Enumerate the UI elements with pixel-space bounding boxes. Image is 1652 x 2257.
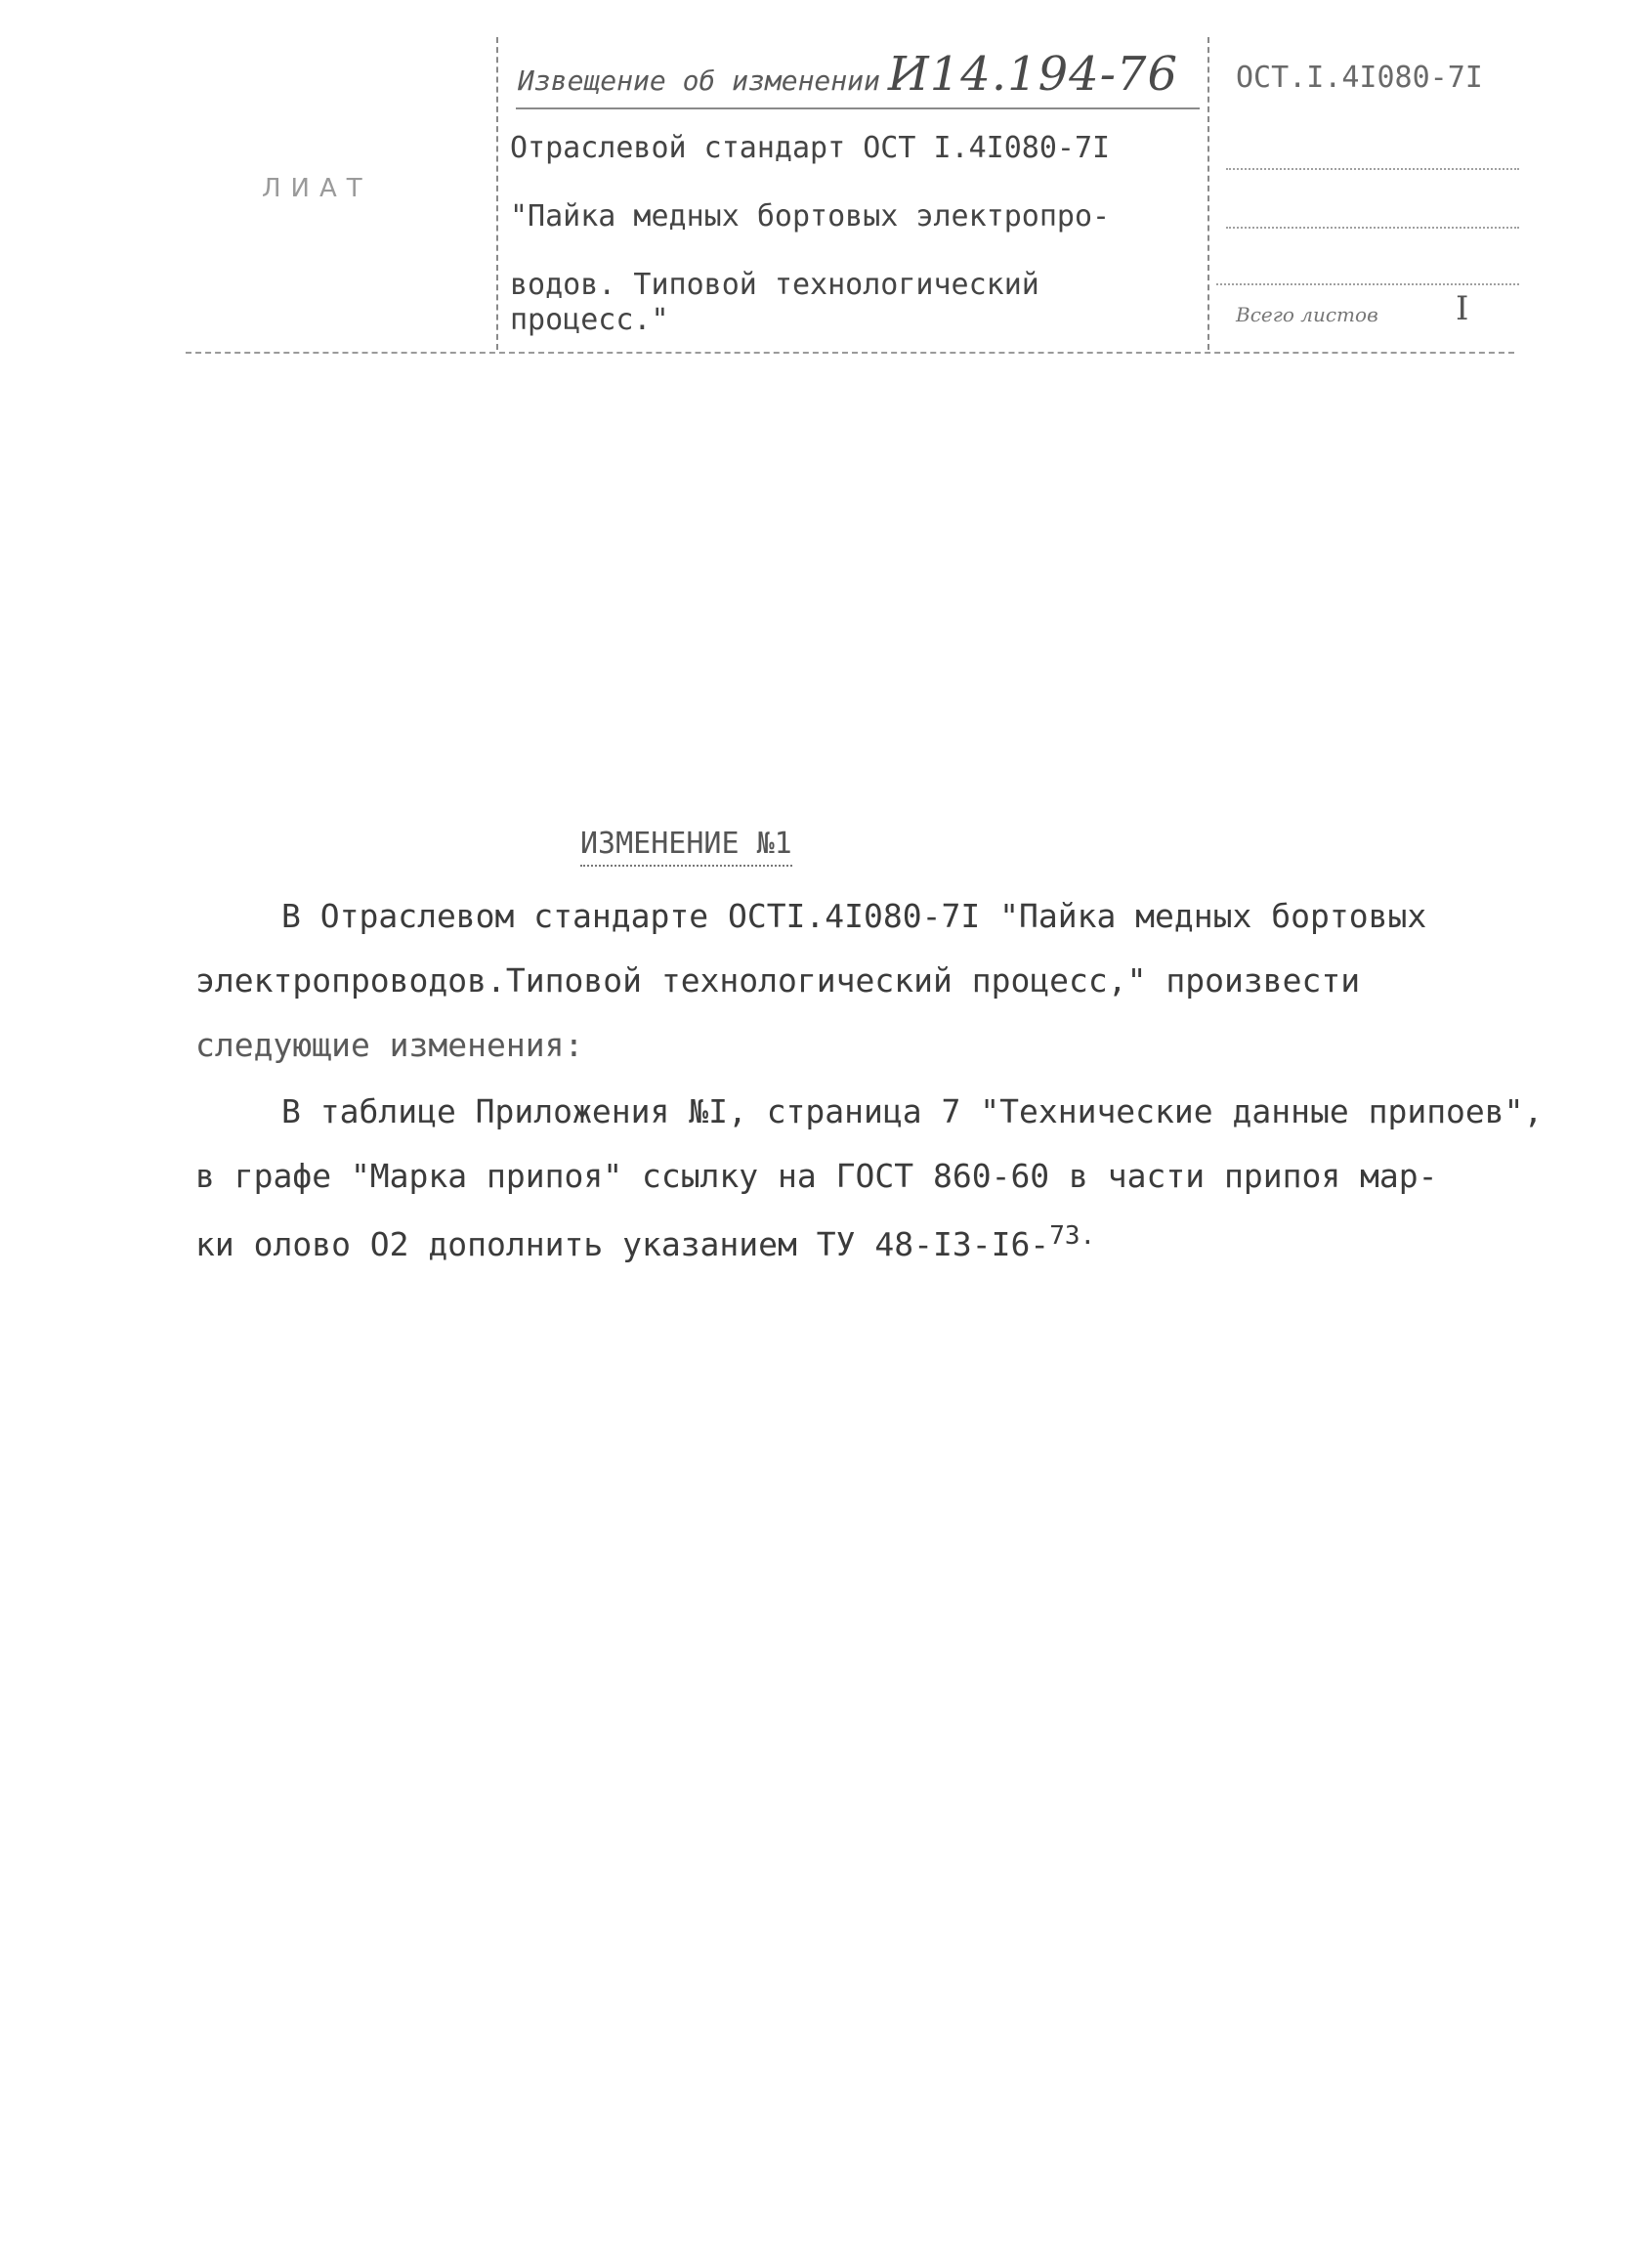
notice-row	[518, 47, 1178, 102]
body-line-last	[195, 1221, 1602, 1263]
right-field-line	[1226, 168, 1519, 170]
sheets-label: Всего листов	[1236, 303, 1378, 326]
header-divider-left	[496, 37, 498, 350]
standard-title-line: "Пайка медных бортовых электропро-	[510, 199, 1111, 234]
body-line: следующие изменения:	[195, 1026, 584, 1064]
standard-title-line: процесс."	[510, 303, 669, 337]
notice-label: Извещение об изменении	[518, 64, 880, 97]
body-line: В таблице Приложения №I, страница 7 "Технические данные припоев",	[281, 1092, 1544, 1130]
body-superscript: 73.	[1049, 1221, 1096, 1251]
organization-stamp: ЛИАТ	[262, 174, 372, 203]
body-line: в графе "Марка припоя" ссылку на ГОСТ 860-60 в части припоя мар-	[195, 1157, 1438, 1195]
body-line: электропроводов.Типовой технологический процесс," произвести	[195, 961, 1361, 1000]
right-field-line	[1226, 227, 1519, 229]
change-title: ИЗМЕНЕНИЕ №1	[580, 827, 792, 867]
right-field-line	[1216, 283, 1519, 285]
standard-title-line: водов. Типовой технологический	[510, 268, 1039, 302]
document-header	[0, 0, 1652, 371]
standard-title-line: Отраслевой стандарт ОСТ I.4I080-7I	[510, 131, 1111, 165]
body-line: В Отраслевом стандарте ОСТI.4I080-7I "Пайка медных бортовых	[281, 897, 1427, 935]
standard-code: ОСТ.I.4I080-7I	[1236, 61, 1483, 95]
sheets-value: I	[1456, 289, 1469, 328]
notice-underline	[516, 107, 1200, 109]
header-divider-right	[1207, 37, 1209, 350]
header-bottom-border	[186, 352, 1514, 354]
body-line-text: ки олово О2 дополнить указанием ТУ 48-I3-I6-	[195, 1225, 1050, 1263]
notice-number-handwritten: И14.194-76	[887, 47, 1178, 102]
